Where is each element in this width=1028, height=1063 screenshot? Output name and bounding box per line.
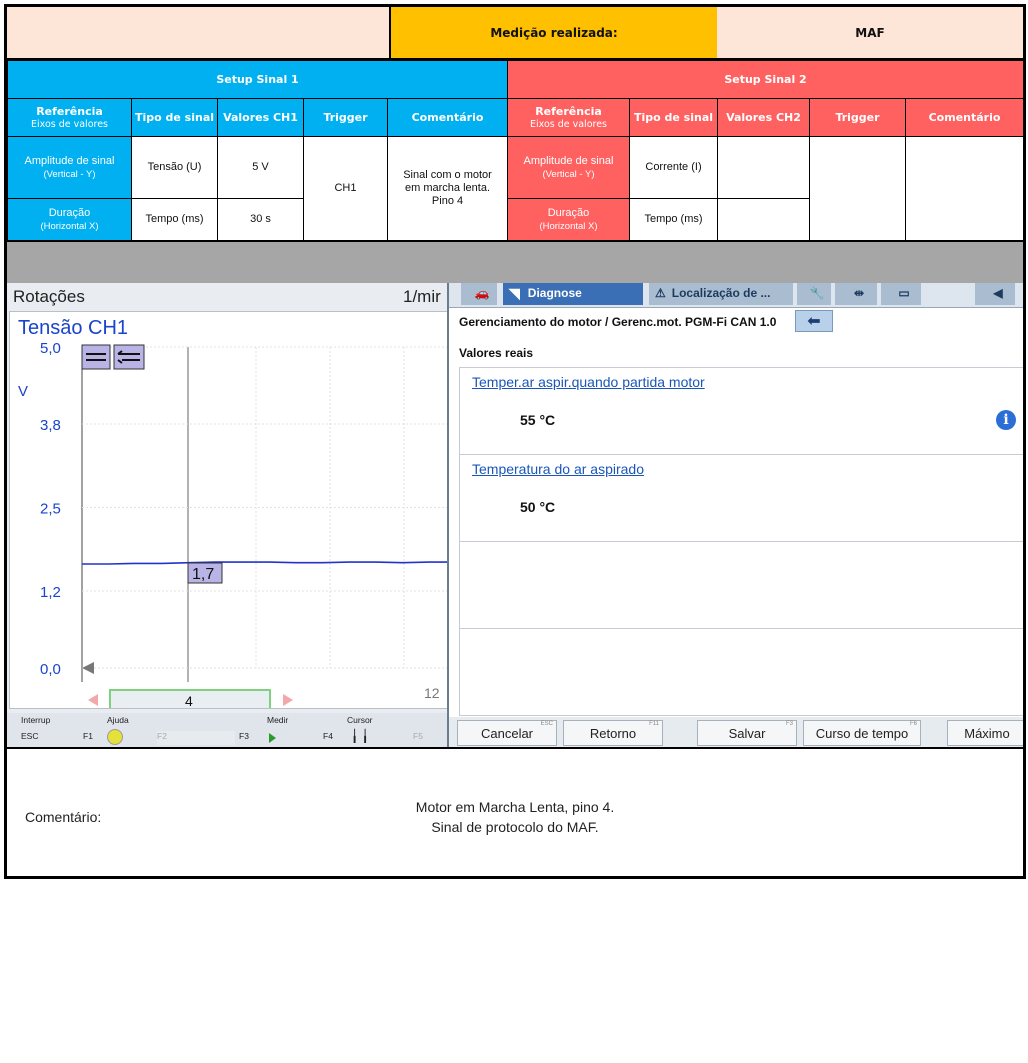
x-tick-label: 12 — [424, 685, 440, 701]
setup2-title: Setup Sinal 2 — [508, 61, 1024, 99]
list-item — [459, 541, 1023, 628]
y-tick-label: 0,0 — [40, 661, 61, 678]
setup2-comment — [906, 137, 1024, 241]
zoom-compress-button[interactable] — [114, 345, 144, 369]
f1-key[interactable]: F1 — [83, 731, 93, 741]
y-tick-label: 1,2 — [40, 583, 61, 601]
setup1-col-values: Valores CH1 — [218, 99, 304, 137]
setup1-col-trigger: Trigger — [304, 99, 388, 137]
maximum-button[interactable]: Máximo — [947, 720, 1023, 746]
tab-diagnose[interactable]: ◥ Diagnose — [503, 283, 643, 305]
zoom-expand-button[interactable] — [82, 345, 110, 369]
list-item — [459, 628, 1023, 716]
cursor-icon[interactable]: ╽ ╽ — [351, 729, 369, 743]
section-title: Valores reais — [459, 346, 534, 360]
setup2-col-type: Tipo de sinal — [630, 99, 718, 137]
comment-text — [7, 797, 1023, 837]
play-icon[interactable] — [269, 733, 276, 743]
setup1-col-comment: Comentário — [388, 99, 508, 137]
setup1-amplitude-type: Tensão (U) — [132, 137, 218, 199]
return-button[interactable] — [795, 310, 833, 332]
comment-label: Comentário: — [25, 809, 102, 825]
scroll-right-icon[interactable] — [283, 694, 293, 706]
function-key-bar — [7, 713, 457, 747]
rpm-unit: 1/mir — [403, 287, 441, 306]
setup2-duration-value — [718, 199, 810, 241]
diagnose-panel — [447, 283, 1023, 747]
y-unit: V — [18, 383, 29, 400]
comment-line-2: Sinal de protocolo do MAF. — [431, 819, 599, 835]
triangle-left-icon: ◀ — [993, 286, 1003, 300]
comment-line-1: Motor em Marcha Lenta, pino 4. — [415, 799, 615, 815]
chart-title: Tensão CH1 — [18, 317, 129, 339]
zero-marker-icon — [82, 662, 94, 674]
y-tick-label: 2,5 — [40, 500, 61, 518]
setup1-amplitude-label: Amplitude de sinal (Vertical - Y) — [8, 137, 132, 199]
setup2-duration-type: Tempo (ms) — [630, 199, 718, 241]
f4-key[interactable]: F4 — [323, 731, 333, 741]
zoom-buttons[interactable] — [82, 345, 144, 369]
y-ticks — [40, 340, 94, 678]
compare-icon: ⇹ — [853, 286, 865, 300]
report-sheet — [4, 4, 1026, 879]
setup1-title: Setup Sinal 1 — [8, 61, 508, 99]
f3-key[interactable]: F3 — [239, 731, 249, 741]
measurement-value: MAF — [717, 7, 1023, 58]
return-arrow-icon: ⬅ — [807, 313, 821, 330]
list-item[interactable] — [459, 367, 1023, 454]
help-icon[interactable] — [107, 729, 123, 745]
nav-back-button[interactable] — [975, 283, 1015, 305]
save-button[interactable]: Salvar F3 — [697, 720, 797, 746]
tab-localizacao[interactable]: ⚠ Localização de ... — [649, 283, 793, 305]
f5-key[interactable]: F5 — [413, 731, 423, 741]
setup1-comment: Sinal com o motor em marcha lenta. Pino 4 — [388, 137, 508, 241]
scan-tool-screenshot — [7, 283, 1023, 747]
book-icon: ▭ — [898, 286, 910, 300]
oscilloscope-panel — [7, 283, 457, 747]
cursor-label[interactable]: Cursor — [347, 715, 373, 725]
vehicle-button[interactable] — [461, 283, 497, 305]
setup1-duration-value: 30 s — [218, 199, 304, 241]
y-tick-label: 3,8 — [40, 417, 61, 435]
f2-key[interactable]: F2 — [157, 731, 235, 745]
page-value: 4 — [185, 693, 193, 708]
setup-signal-2-table — [507, 60, 1024, 241]
setup2-duration-label: Duração (Horizontal X) — [508, 199, 630, 241]
book-button[interactable] — [881, 283, 921, 305]
cursor-value: 1,7 — [192, 566, 215, 583]
measurement-label: Medição realizada: — [391, 7, 717, 58]
wrench-icon: 🔧 — [809, 286, 825, 300]
setup2-trigger — [810, 137, 906, 241]
help-label[interactable]: Ajuda — [107, 715, 129, 725]
grid — [82, 347, 456, 682]
voltage-chart — [10, 312, 456, 708]
value-reading: 50 °C — [520, 499, 556, 515]
measure-label[interactable]: Medir — [267, 715, 289, 725]
return-text-button[interactable]: Retorno F11 — [563, 720, 663, 746]
y-tick-label: 5,0 — [40, 340, 61, 357]
esc-key[interactable]: ESC — [21, 731, 39, 741]
setup2-col-reference: Referência Eixos de valores — [508, 99, 630, 137]
value-list — [459, 367, 1023, 716]
series-layer — [82, 562, 456, 564]
setup2-col-values: Valores CH2 — [718, 99, 810, 137]
setup-signal-1-table — [7, 60, 508, 241]
value-name-link[interactable]: Temperatura do ar aspirado — [472, 461, 644, 477]
setup2-col-trigger: Trigger — [810, 99, 906, 137]
setup2-amplitude-type: Corrente (I) — [630, 137, 718, 199]
toolbar — [449, 283, 1023, 308]
interrupt-label[interactable]: Interrup — [21, 715, 51, 725]
setup1-col-type: Tipo de sinal — [132, 99, 218, 137]
setup1-trigger: CH1 — [304, 137, 388, 241]
car-icon: 🚗 — [474, 286, 490, 300]
wrench-button[interactable] — [797, 283, 831, 305]
comment-section — [7, 747, 1023, 878]
scope-plot — [9, 311, 457, 709]
rpm-label: Rotações — [13, 287, 85, 306]
breadcrumb: Gerenciamento do motor / Gerenc.mot. PGM-Fi CAN 1.0 — [459, 315, 777, 329]
setup1-amplitude-value: 5 V — [218, 137, 304, 199]
header-blank-cell — [7, 7, 391, 58]
compare-button[interactable] — [835, 283, 877, 305]
info-icon[interactable]: i — [996, 410, 1016, 430]
gray-separator — [7, 241, 1023, 284]
setup1-duration-type: Tempo (ms) — [132, 199, 218, 241]
setup2-col-comment: Comentário — [906, 99, 1024, 137]
shield-icon: ◥ — [509, 284, 520, 301]
setup2-amplitude-label: Amplitude de sinal (Vertical - Y) — [508, 137, 630, 199]
setup1-duration-label: Duração (Horizontal X) — [8, 199, 132, 241]
button-bar — [449, 717, 1023, 747]
list-item[interactable] — [459, 454, 1023, 541]
setup1-col-reference: Referência Eixos de valores — [8, 99, 132, 137]
value-name-link[interactable]: Temper.ar aspir.quando partida motor — [472, 374, 705, 390]
value-reading: 55 °C — [520, 412, 556, 428]
setup2-amplitude-value — [718, 137, 810, 199]
series-line — [82, 562, 456, 564]
warning-icon: ⚠ — [655, 286, 666, 300]
time-course-button[interactable]: Curso de tempo F6 — [803, 720, 921, 746]
scroll-left-icon[interactable] — [88, 694, 98, 706]
header-row — [7, 7, 1023, 60]
cancel-button[interactable]: Cancelar ESC — [457, 720, 557, 746]
